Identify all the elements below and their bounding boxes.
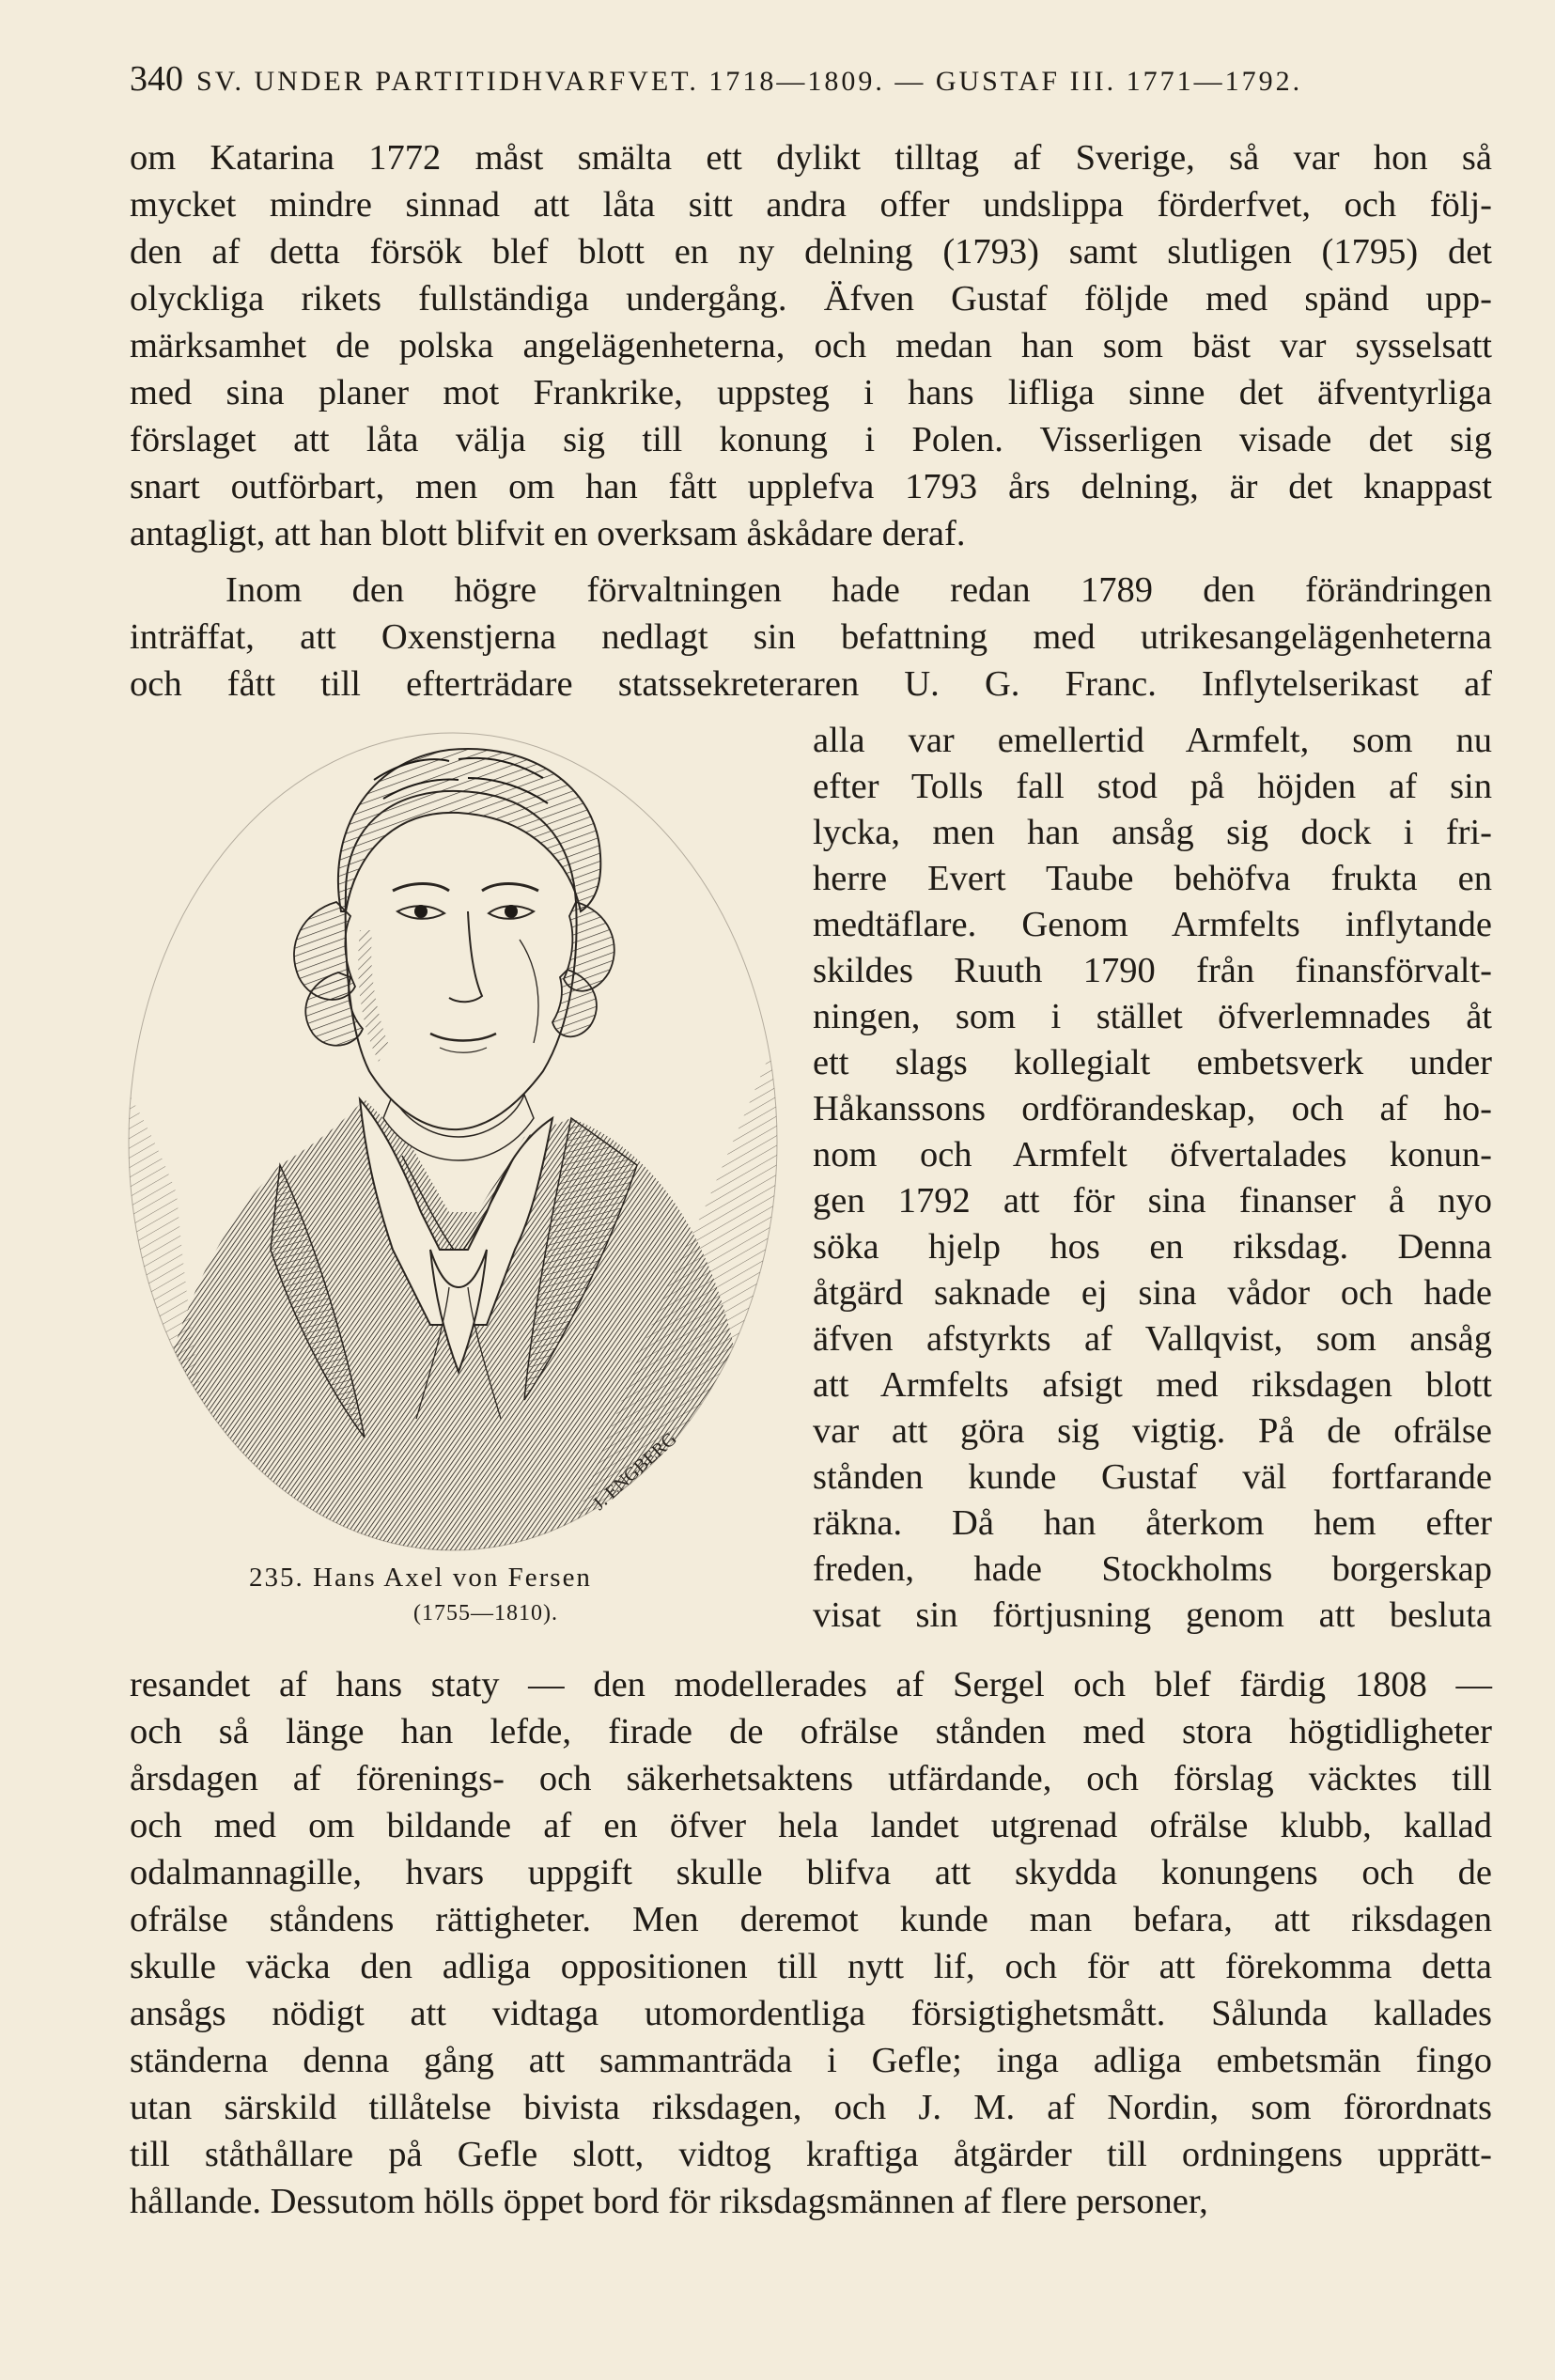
text-line: ett slags kollegialt embetsverk under [813, 1043, 1492, 1082]
text-line: räkna. Då han återkom hem efter [813, 1503, 1492, 1543]
text-line: förslaget att låta välja sig till konung i Polen. Visserligen visade det sig [130, 420, 1492, 459]
text-line: antagligt, att han blott blifvit en overksam åskådare deraf. [130, 514, 966, 553]
text-line: inträffat, att Oxenstjerna nedlagt sin befattning med utrikesangelägenheterna [130, 617, 1492, 657]
text-line: den af detta försök blef blott en ny delning (1793) samt slutligen (1795) det [130, 232, 1492, 272]
figure-caption-dates: (1755—1810). [413, 1601, 558, 1626]
text-line: årsdagen af förenings- och säkerhetsaktens utfärdande, och förslag väcktes till [130, 1759, 1492, 1798]
text-line: med sina planer mot Frankrike, uppsteg i hans lifliga sinne det äfventyrliga [130, 373, 1492, 412]
text-line: medtäflare. Genom Armfelts inflytande [813, 905, 1492, 944]
running-title: SV. UNDER PARTITIDHVARFVET. 1718—1809. — GUSTAF III. 1771—1792. [196, 66, 1303, 97]
running-header [130, 58, 1492, 100]
text-line: Håkanssons ordförandeskap, och af ho- [813, 1089, 1492, 1128]
text-line: hållande. Dessutom hölls öppet bord för riksdagsmännen af flere personer, [130, 2182, 1208, 2221]
text-line: utan särskild tillåtelse bivista riksdagen, och J. M. af Nordin, som förordnats [130, 2088, 1492, 2127]
text-line: Inom den högre förvaltningen hade redan 1789 den förändringen [225, 570, 1492, 610]
text-line: lycka, men han ansåg sig dock i fri- [813, 813, 1492, 852]
text-line: gen 1792 att för sina finanser å nyo [813, 1181, 1492, 1221]
text-line: om Katarina 1772 måst smälta ett dylikt tilltag af Sverige, så var hon så [130, 138, 1492, 178]
text-line: efter Tolls fall stod på höjden af sin [813, 767, 1492, 806]
text-line: ningen, som i stället öfverlemnades åt [813, 997, 1492, 1036]
text-line: herre Evert Taube behöfva frukta en [813, 859, 1492, 898]
portrait-engraving [120, 723, 785, 1555]
text-line: och så länge han lefde, firade de ofrälse stånden med stora högtidligheter [130, 1712, 1492, 1751]
text-line: till ståthållare på Gefle slott, vidtog kraftiga åtgärder till ordningens upprätt- [130, 2135, 1492, 2174]
text-line: söka hjelp hos en riksdag. Denna [813, 1227, 1492, 1267]
text-line: olyckliga rikets fullständiga undergång. Äfven Gustaf följde med spänd upp- [130, 279, 1492, 319]
text-line: att Armfelts afsigt med riksdagen blott [813, 1365, 1492, 1405]
text-line: mycket mindre sinnad att låta sitt andra offer undslippa förderfvet, och följ- [130, 185, 1492, 225]
text-line: ansågs nödigt att vidtaga utomordentliga försigtighetsmått. Sålunda kallades [130, 1994, 1492, 2033]
engraver-signature: J. ENGBERG [588, 1428, 681, 1515]
text-line: skulle väcka den adliga oppositionen till nytt lif, och för att förekomma detta [130, 1947, 1492, 1986]
text-line: resandet af hans staty — den modellerades af Sergel och blef färdig 1808 — [130, 1665, 1492, 1704]
text-line: odalmannagille, hvars uppgift skulle blifva att skydda konungens och de [130, 1853, 1492, 1892]
text-line: ofrälse ståndens rättigheter. Men deremot kunde man befara, att riksdagen [130, 1900, 1492, 1939]
figure-caption: 235. Hans Axel von Fersen [249, 1563, 592, 1593]
text-line: och med om bildande af en öfver hela landet utgrenad ofrälse klubb, kallad [130, 1806, 1492, 1845]
text-line: äfven afstyrkts af Vallqvist, som ansåg [813, 1319, 1492, 1359]
page-number: 340 [130, 59, 183, 99]
text-line: skildes Ruuth 1790 från finansförvalt- [813, 951, 1492, 990]
text-line: visat sin förtjusning genom att besluta [813, 1595, 1492, 1635]
text-line: och fått till efterträdare statssekreteraren U. G. Franc. Inflytelserikast af [130, 664, 1492, 704]
text-line: alla var emellertid Armfelt, som nu [813, 721, 1492, 760]
text-line: freden, hade Stockholms borgerskap [813, 1549, 1492, 1589]
text-line: var att göra sig vigtig. På de ofrälse [813, 1411, 1492, 1451]
text-line: åtgärd saknade ej sina vådor och hade [813, 1273, 1492, 1313]
text-line: snart outförbart, men om han fått upplefva 1793 års delning, är det knappast [130, 467, 1492, 506]
text-line: märksamhet de polska angelägenheterna, och medan han som bäst var sysselsatt [130, 326, 1492, 366]
text-line: stånden kunde Gustaf väl fortfarande [813, 1457, 1492, 1497]
text-line: ständerna denna gång att sammanträda i Gefle; inga adliga embetsmän fingo [130, 2041, 1492, 2080]
text-line: nom och Armfelt öfvertalades konun- [813, 1135, 1492, 1174]
